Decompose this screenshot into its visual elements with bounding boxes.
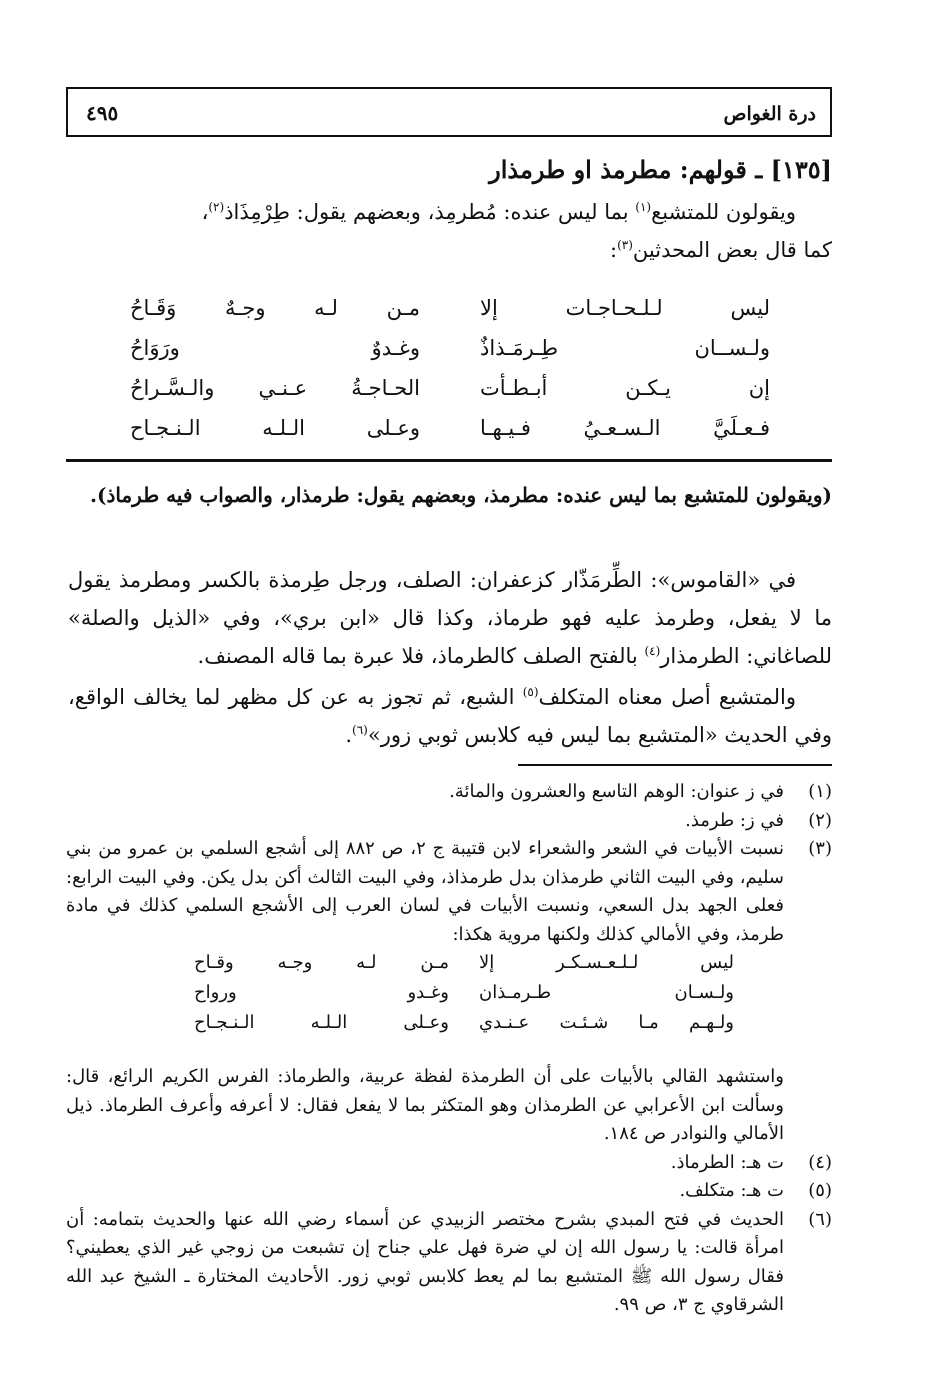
poem-verse — [120, 416, 780, 456]
footnote-ref-6[interactable]: (٦) — [352, 723, 368, 737]
footnote-number: (٦) — [808, 1208, 832, 1230]
poem-hemistich-second: وغـدوٌ ورَوَاحُ — [130, 336, 420, 360]
footnote-item — [66, 1149, 832, 1178]
footnotes — [66, 778, 832, 1320]
poem-verse — [120, 376, 780, 416]
footnote-number: (٢) — [808, 809, 832, 831]
poem-hemistich-first: ليس لـلـحـاجـات إلا — [480, 296, 770, 320]
footnote-ref-5[interactable]: (٥) — [522, 685, 539, 699]
commentary-text: الشبع، ثم تجوز به عن كل مظهر لما يخالف الواقع، وفي الحديث «المتشبع بما ليس فيه كلابس ثوبي زور» — [68, 685, 832, 747]
poem-hemistich-second: مـن لـه وجـهٌ وَقَـاحُ — [130, 296, 420, 320]
footnote-text: ت هـ: الطرماذ. — [670, 1151, 784, 1173]
intro-text-1c: ، — [201, 200, 209, 224]
intro-text-2: كما قال بعض المحدثين — [632, 238, 832, 262]
footnote-ref-1[interactable]: (١) — [635, 200, 652, 214]
poem-block — [120, 296, 780, 454]
footnote-number: (٣) — [808, 838, 832, 859]
footnote-item — [66, 1177, 832, 1206]
poem-verse — [120, 296, 780, 336]
poem-hemistich-first: ولـســان طِـرمَـذاذٌ — [480, 336, 770, 360]
poem-verse — [184, 979, 744, 1009]
footnote-item — [66, 807, 832, 836]
footnote-ref-2[interactable]: (٢) — [208, 200, 225, 214]
intro-text-2b: : — [610, 238, 618, 262]
footnote-number: (٥) — [808, 1180, 832, 1201]
running-header-title: درة الغواص — [723, 103, 816, 125]
footnote-text: نسبت الأبيات في الشعر والشعراء لابن قتيبة ج ٢، ص ٨٨٢ إلى أشجع السلمي بن عمرو من بني سليم، وفي البيت الثاني طرمذان بدل طرمذاذ، وفي البيت الثالث أكن بدل يكن. وفي البيت الرابع: فعلى الجهد بدل السعي، ونسبت الأبيات في لسان العرب إلى الأشجع السلمي كذلك في مادة طرمذ، وفي الأمالي كذلك ولكنها مروية هكذا: — [66, 838, 785, 945]
poem-hemistich-first: إن يـكـن أبـطـأت — [480, 376, 770, 400]
commentary-text: بالفتح الصلف كالطرماذ، فلا عبرة بما قاله المصنف. — [197, 644, 645, 668]
poem-verse — [120, 336, 780, 376]
commentary-paragraph-2 — [68, 678, 832, 754]
footnote-item — [66, 778, 832, 807]
poem-hemistich-first: فـعـلَيَّ الـسـعـيُ فـيـهـا — [480, 416, 770, 440]
poem-hemistich-second: وعـلى الـلـه الـنـجـاح — [130, 416, 420, 440]
footnote-text: في ز: طرمذ. — [685, 809, 784, 831]
poem-hemistich-second: مـن لـه وجـه وقـاح — [194, 952, 449, 973]
footnote-text: في ز عنوان: الوهم التاسع والعشرون والمائة. — [449, 781, 784, 802]
intro-text-1: ويقولون للمتشبع — [651, 200, 796, 224]
poem-hemistich-first: ليس لـلـعـسـكـر إلا — [479, 952, 734, 973]
commentary-text: والمتشبع أصل معناه المتكلف — [538, 685, 796, 709]
footnote-poem — [184, 949, 744, 1063]
footnote-item — [66, 835, 832, 1149]
poem-hemistich-first: ولـسـان طـرمـذان — [479, 982, 734, 1003]
commentary-paragraph-1 — [68, 561, 832, 675]
commentary-text: في «القاموس»: الطِّرمَذّار كزعفران: الصلف، ورجل طِرمذة بالكسر ومطرمذ يقول ما لا يفعل، وطرمذ عليه فهو طرماذ، وكذا قال «ابن بري»، وفي «الذيل والصلة» للصاغاني: الطرمذار — [68, 568, 832, 668]
poem-verse — [184, 949, 744, 979]
footnote-number: (١) — [808, 781, 832, 802]
intro-paragraph — [68, 193, 832, 269]
section-heading: [١٣٥] ـ قولهم: مطرمذ او طرمذار — [489, 155, 832, 184]
running-header — [66, 87, 832, 137]
poem-hemistich-first: ولـهـم مـا شـئـت عـنـدي — [479, 1012, 734, 1033]
commentary-quote: (ويقولون للمتشبع بما ليس عنده: مطرمذ، وبعضهم يقول: طرمذار، والصواب فيه طرماذ). — [90, 483, 832, 507]
footnote-divider — [518, 764, 832, 766]
footnote-text: الحديث في فتح المبدي بشرح مختصر الزبيدي عن أسماء رضي الله عنها والحديث بتمامه: أن امرأة قالت: يا رسول الله إن لي ضرة فهل علي جناح إن تشبعت من زوجي غير الذي يعطيني؟ فقال رسول الله ﷺ المتشبع بما لم يعط كلابس ثوبي زور. الأحاديث المختارة ـ الشيخ عبد الله الشرقاوي ج ٣، ص ٩٩. — [66, 1208, 784, 1315]
footnote-item — [66, 1206, 832, 1320]
footnote-text: واستشهد القالي بالأبيات على أن الطرمذة لفظة عربية، والطرماذ: الفرس الكريم الرائع، قال: وسألت ابن الأعرابي عن الطرمذان وهو المتكثر بما لا يفعل فقال: لا أعرفه وأعرف الطرماذ. ذيل الأمالي والنوادر ص ١٨٤. — [66, 1066, 784, 1144]
footnote-ref-4[interactable]: (٤) — [644, 644, 661, 658]
poem-hemistich-second: وعـلى الـلـه الـنـجـاح — [194, 1012, 449, 1033]
page-number: ٤٩٥ — [86, 101, 119, 125]
text-commentary-divider — [66, 459, 832, 462]
commentary-text: . — [345, 723, 353, 747]
footnote-text: ت هـ: متكلف. — [679, 1180, 784, 1201]
poem-hemistich-second: وغـدو ورواح — [194, 982, 449, 1003]
footnote-number: (٤) — [808, 1151, 832, 1173]
poem-hemistich-second: الحـاجـةُ عـنـي والـسَّـراحُ — [130, 376, 420, 400]
poem-verse — [184, 1009, 744, 1039]
footnote-ref-3[interactable]: (٣) — [617, 238, 633, 252]
intro-text-1b: بما ليس عنده: مُطرمِذ، وبعضهم يقول: طِرْمِذَاذ — [224, 200, 636, 224]
